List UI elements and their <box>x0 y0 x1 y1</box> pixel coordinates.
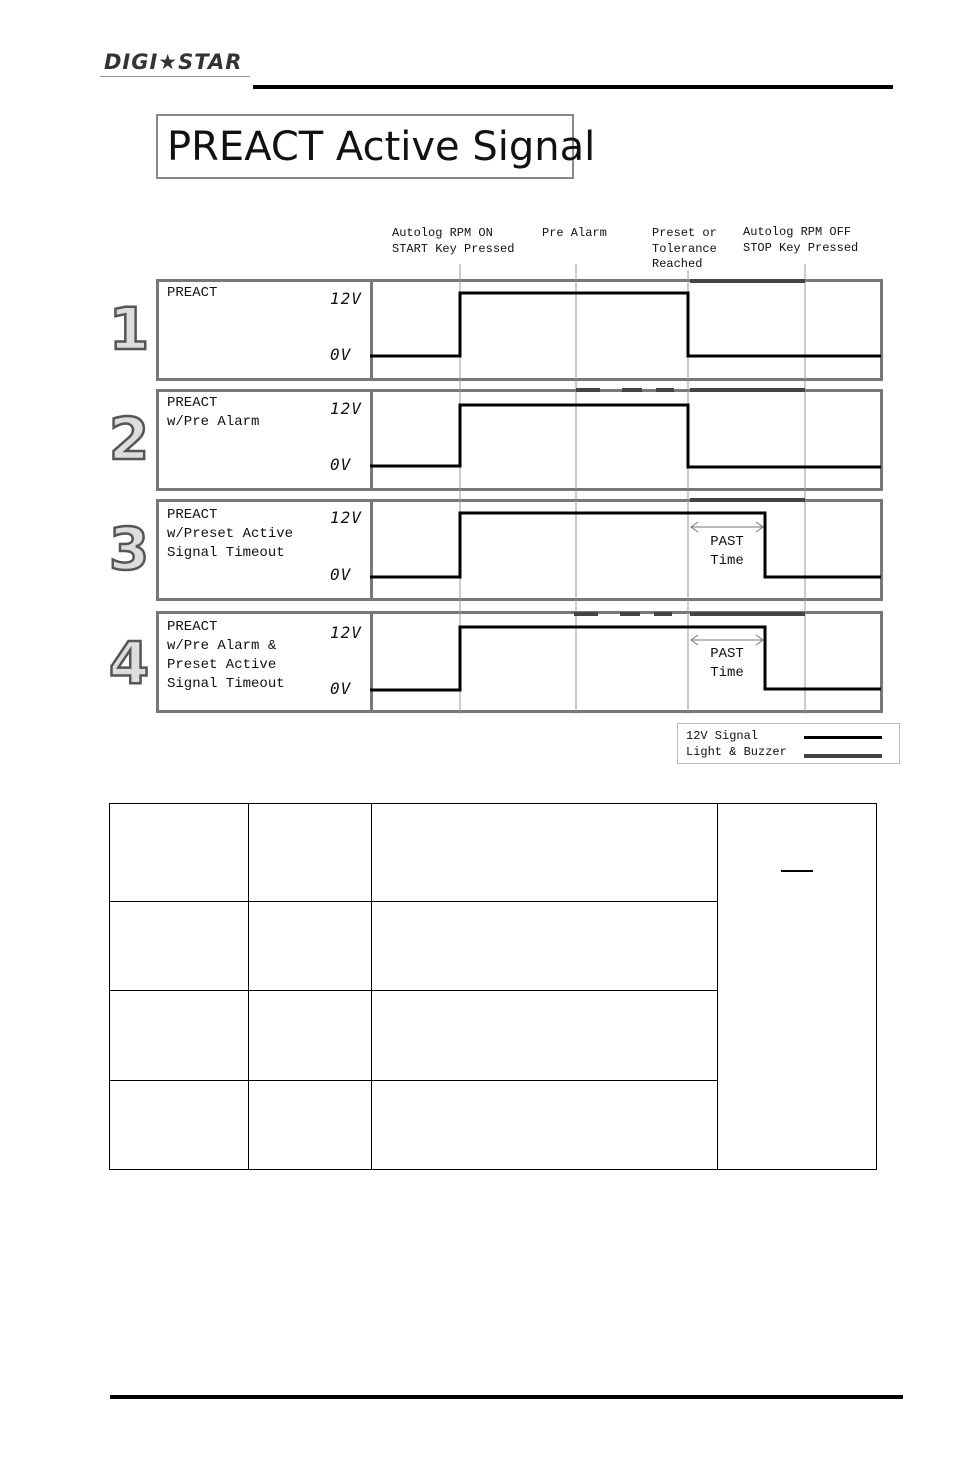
table-cell <box>110 1081 249 1170</box>
table-cell <box>371 1081 718 1170</box>
row-label-2: PREACT w/Pre Alarm <box>167 395 260 430</box>
row-number-3: 3 <box>108 515 150 583</box>
legend-signal-swatch <box>804 736 882 739</box>
table-cell <box>248 1081 371 1170</box>
event-label-pre-alarm: Pre Alarm <box>542 226 607 240</box>
voltage-12v-row-3: 12V <box>330 508 362 527</box>
table-cell <box>110 804 249 902</box>
info-table <box>109 803 877 1170</box>
signal-line-row-2 <box>370 405 881 467</box>
footer-rule <box>110 1395 903 1399</box>
event-label-autolog-off: Autolog RPM OFF STOP Key Pressed <box>743 225 859 255</box>
past-time-label-row-4: PAST Time <box>710 646 744 681</box>
table-cell-merged <box>718 804 877 1170</box>
signal-line-row-4 <box>370 627 881 690</box>
table-cell <box>371 991 718 1081</box>
row-label-1: PREACT <box>167 285 218 301</box>
event-label-autolog-on: Autolog RPM ON START Key Pressed <box>392 226 515 256</box>
table-cell <box>248 991 371 1081</box>
row-number-1: 1 <box>108 295 150 363</box>
voltage-12v-row-1: 12V <box>330 289 362 308</box>
event-label-preset-reached: Preset or Tolerance Reached <box>652 226 717 271</box>
voltage-0v-row-1: 0V <box>330 345 352 364</box>
table-cell <box>110 991 249 1081</box>
legend-light-label: Light & Buzzer <box>686 745 787 759</box>
table-row <box>110 804 877 902</box>
table-cell <box>371 902 718 991</box>
voltage-0v-row-4: 0V <box>330 679 352 698</box>
digistar-logo: DIGI★STAR <box>104 50 243 74</box>
table-cell <box>248 902 371 991</box>
row-label-3: PREACT w/Preset Active Signal Timeout <box>167 507 294 561</box>
table-cell <box>371 804 718 902</box>
signal-line-row-3 <box>370 513 881 577</box>
table-mark <box>781 870 813 872</box>
row-number-2: 2 <box>108 405 150 473</box>
table-cell <box>110 902 249 991</box>
signal-line-row-1 <box>370 293 881 356</box>
row-label-4: PREACT w/Pre Alarm & Preset Active Signal Timeout <box>167 619 285 692</box>
past-time-label-row-3: PAST Time <box>710 534 744 569</box>
row-number-4: 4 <box>108 629 150 697</box>
legend <box>677 723 900 764</box>
table-cell <box>248 804 371 902</box>
voltage-12v-row-4: 12V <box>330 623 362 642</box>
voltage-0v-row-3: 0V <box>330 565 352 584</box>
voltage-0v-row-2: 0V <box>330 455 352 474</box>
legend-signal-label: 12V Signal <box>686 729 759 743</box>
page-title: PREACT Active Signal <box>156 114 574 179</box>
legend-light-swatch <box>804 754 882 758</box>
voltage-12v-row-2: 12V <box>330 399 362 418</box>
